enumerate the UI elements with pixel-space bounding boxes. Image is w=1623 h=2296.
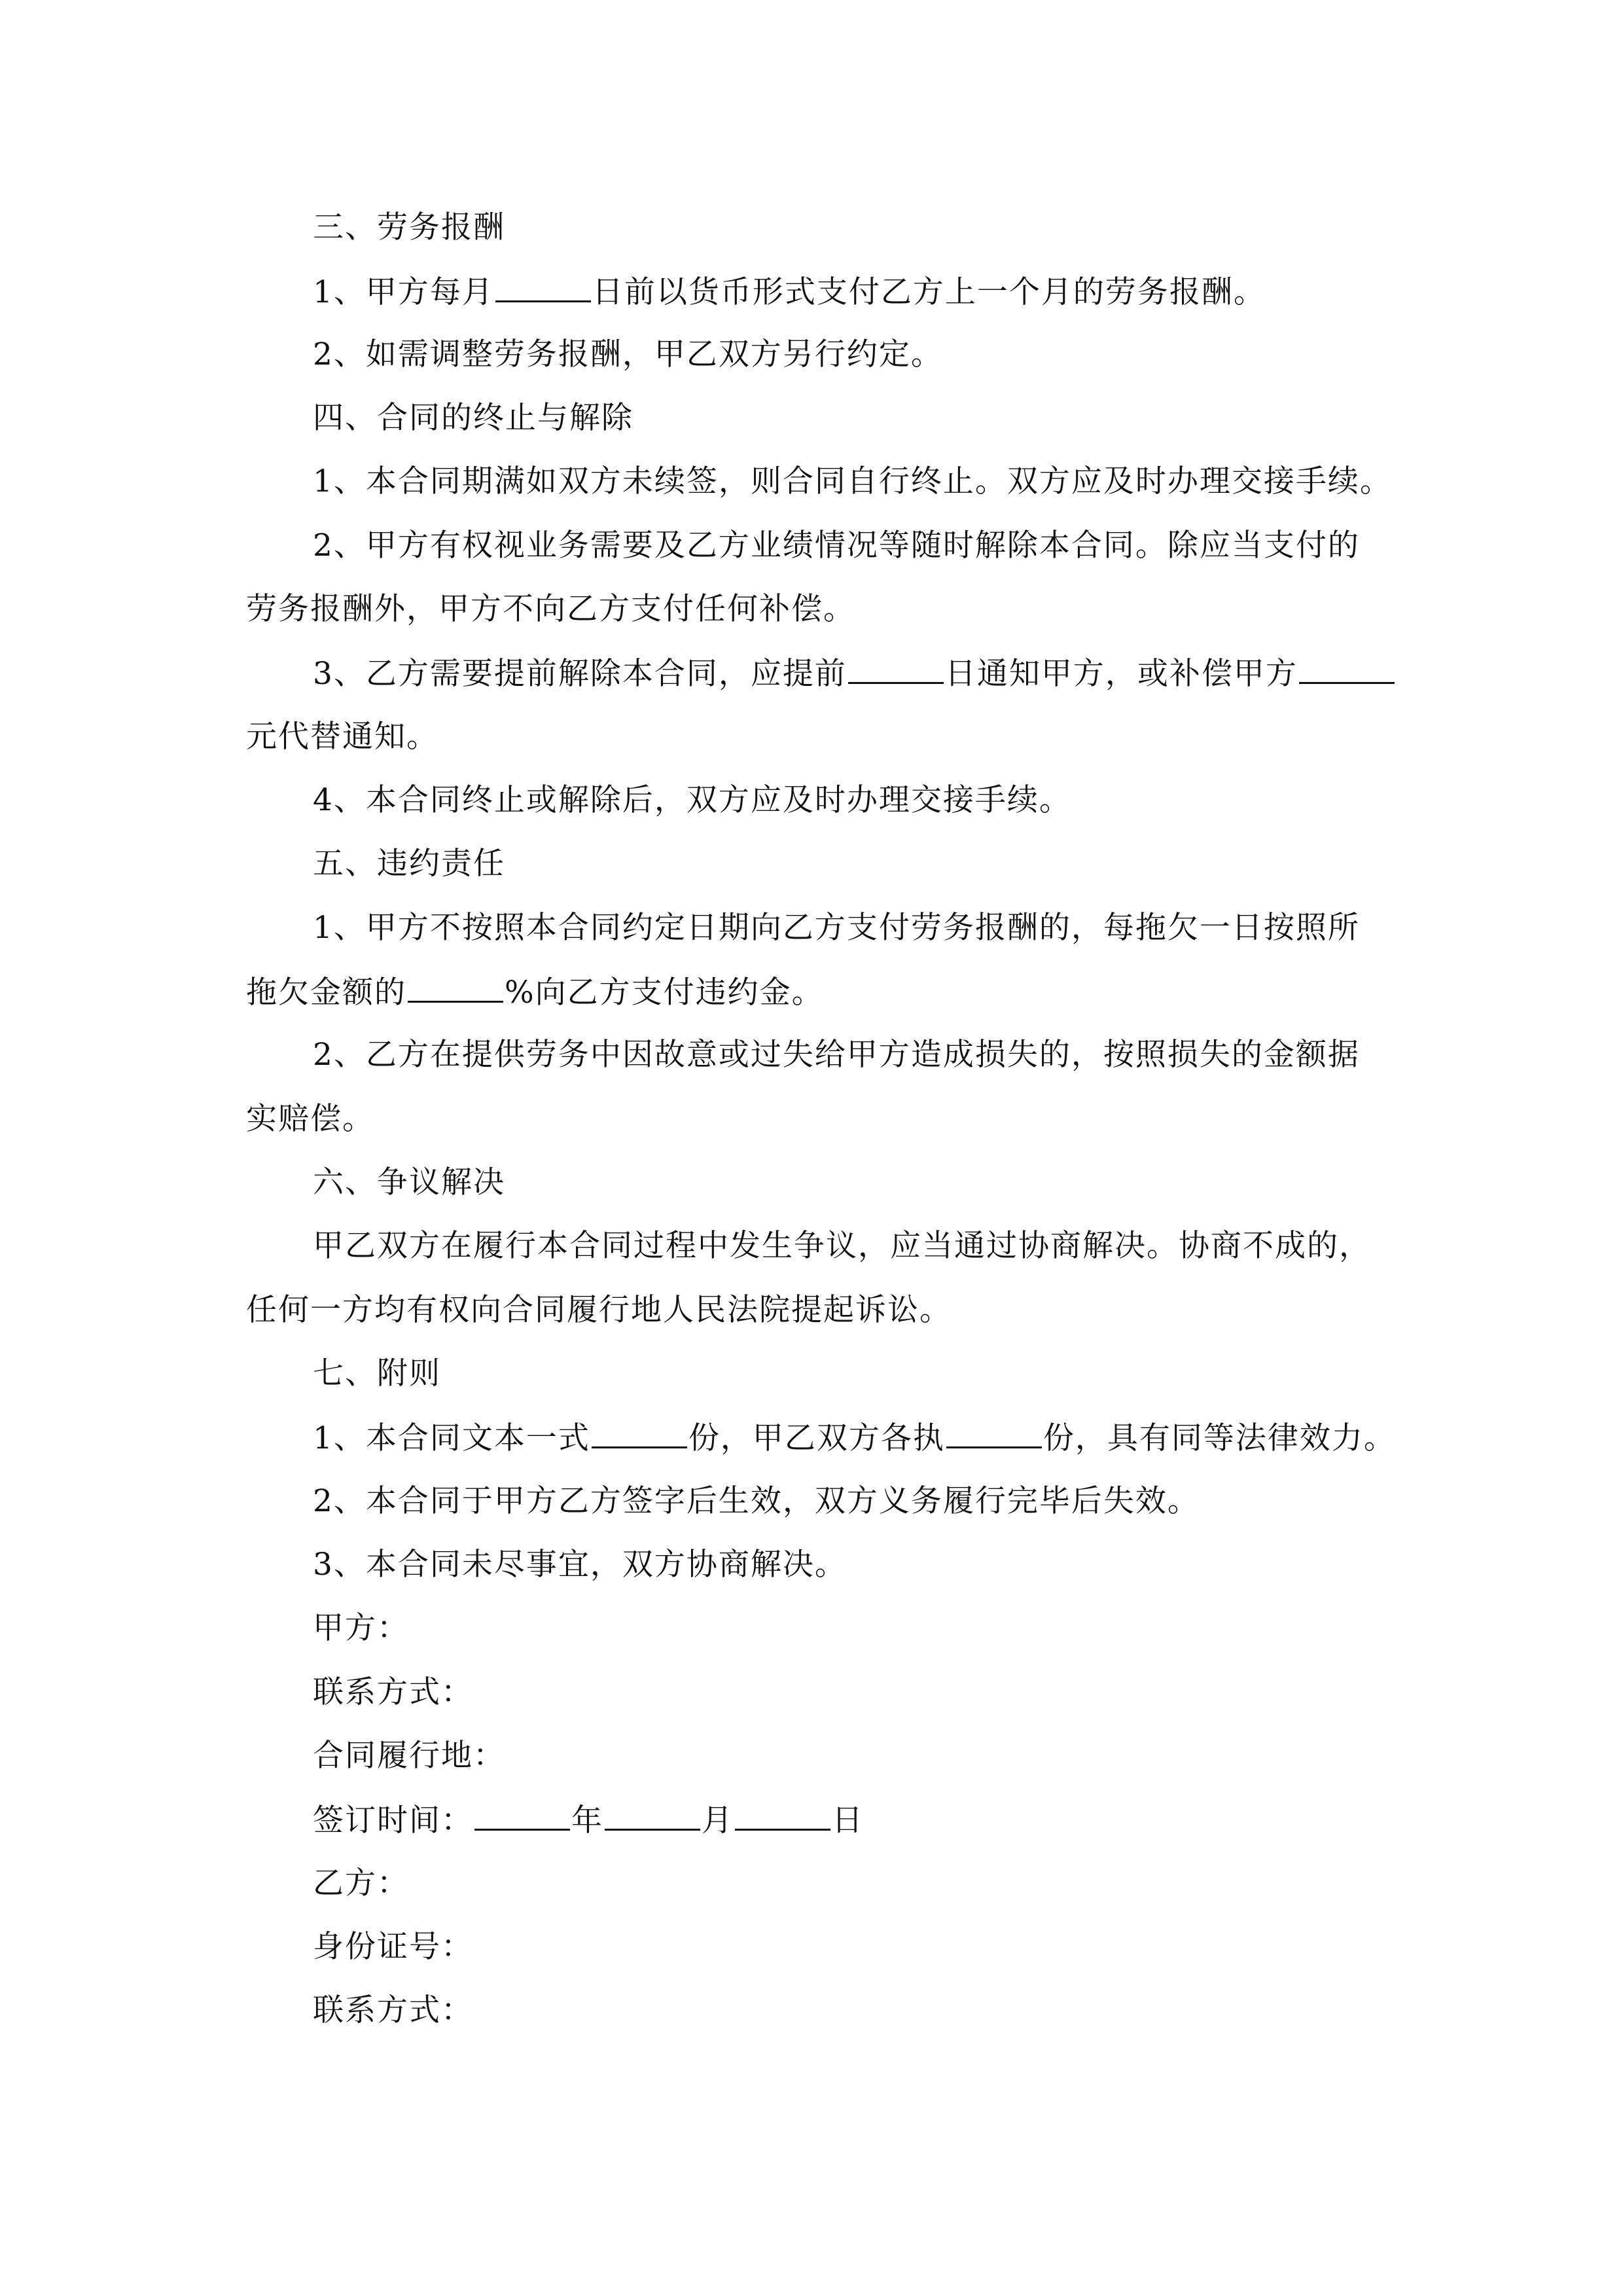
section-5-heading: 五、违约责任 [313, 846, 505, 882]
section-4-item-2-line-2: 劳务报酬外，甲方不向乙方支付任何补偿。 [246, 591, 855, 627]
day-label: 日 [832, 1803, 864, 1839]
blank-day-sign-field[interactable] [735, 1800, 830, 1831]
section-3-item-1 [313, 272, 1266, 312]
place-label: 合同履行地： [313, 1738, 505, 1774]
year-label: 年 [571, 1803, 603, 1839]
section-4-item-3-text-b: 日通知甲方，或补偿甲方 [944, 656, 1298, 692]
contact-a-label: 联系方式： [313, 1674, 473, 1710]
party-b-label: 乙方： [313, 1865, 409, 1901]
section-7-item-1 [313, 1418, 1396, 1458]
sign-date-label: 签订时间： [313, 1803, 473, 1839]
section-6-para-line-1: 甲乙双方在履行本合同过程中发生争议，应当通过协商解决。协商不成的， [313, 1228, 1371, 1264]
month-label: 月 [702, 1803, 734, 1839]
party-a-label: 甲方： [313, 1610, 409, 1646]
blank-notice-days-field[interactable] [848, 653, 944, 684]
section-4-item-3-line-1 [313, 653, 1396, 694]
blank-copies-each-field[interactable] [946, 1418, 1042, 1448]
blank-year-field[interactable] [474, 1800, 570, 1831]
section-5-item-2-line-2: 实赔偿。 [246, 1101, 374, 1137]
blank-compensation-field[interactable] [1299, 653, 1395, 684]
section-7-heading: 七、附则 [313, 1355, 441, 1391]
section-7-item-1-text-b: 份，甲乙双方各执 [688, 1420, 945, 1456]
section-5-item-1-line-2 [246, 972, 824, 1013]
section-4-item-2-line-1: 2、甲方有权视业务需要及乙方业绩情况等随时解除本合同。除应当支付的 [313, 528, 1360, 564]
blank-day-field[interactable] [495, 272, 591, 302]
section-7-item-1-text-a: 1、本合同文本一式 [313, 1420, 590, 1456]
section-3-heading: 三、劳务报酬 [313, 209, 505, 245]
section-3-item-1-text-a: 1、甲方每月 [313, 274, 494, 310]
section-4-item-3-text-a: 3、乙方需要提前解除本合同，应提前 [313, 656, 847, 692]
section-4-item-1: 1、本合同期满如双方未续签，则合同自行终止。双方应及时办理交接手续。 [313, 463, 1392, 499]
id-number-label: 身份证号： [313, 1929, 473, 1965]
section-5-item-1-text-a: 拖欠金额的 [246, 975, 406, 1011]
blank-penalty-rate-field[interactable] [408, 972, 503, 1003]
blank-copies-total-field[interactable] [592, 1418, 687, 1448]
section-3-item-1-text-b: 日前以货币形式支付乙方上一个月的劳务报酬。 [592, 274, 1266, 310]
section-5-item-2-line-1: 2、乙方在提供劳务中因故意或过失给甲方造成损失的，按照损失的金额据 [313, 1037, 1360, 1073]
section-5-item-1-text-b: %向乙方支付违约金。 [505, 975, 824, 1011]
section-5-item-1-line-1: 1、甲方不按照本合同约定日期向乙方支付劳务报酬的，每拖欠一日按照所 [313, 910, 1360, 946]
sign-date-row [313, 1800, 864, 1840]
section-3-item-2: 2、如需调整劳务报酬，甲乙双方另行约定。 [313, 336, 943, 372]
contact-b-label: 联系方式： [313, 1992, 473, 2028]
blank-month-field[interactable] [605, 1800, 700, 1831]
section-7-item-2: 2、本合同于甲方乙方签字后生效，双方义务履行完毕后失效。 [313, 1483, 1200, 1519]
section-6-heading: 六、争议解决 [313, 1164, 505, 1200]
section-7-item-3: 3、本合同未尽事宜，双方协商解决。 [313, 1547, 847, 1583]
section-4-item-3-line-2: 元代替通知。 [246, 719, 438, 755]
section-7-item-1-text-c: 份，具有同等法律效力。 [1043, 1420, 1396, 1456]
section-4-heading: 四、合同的终止与解除 [313, 400, 633, 436]
section-6-para-line-2: 任何一方均有权向合同履行地人民法院提起诉讼。 [246, 1292, 952, 1328]
section-4-item-4: 4、本合同终止或解除后，双方应及时办理交接手续。 [313, 782, 1071, 818]
